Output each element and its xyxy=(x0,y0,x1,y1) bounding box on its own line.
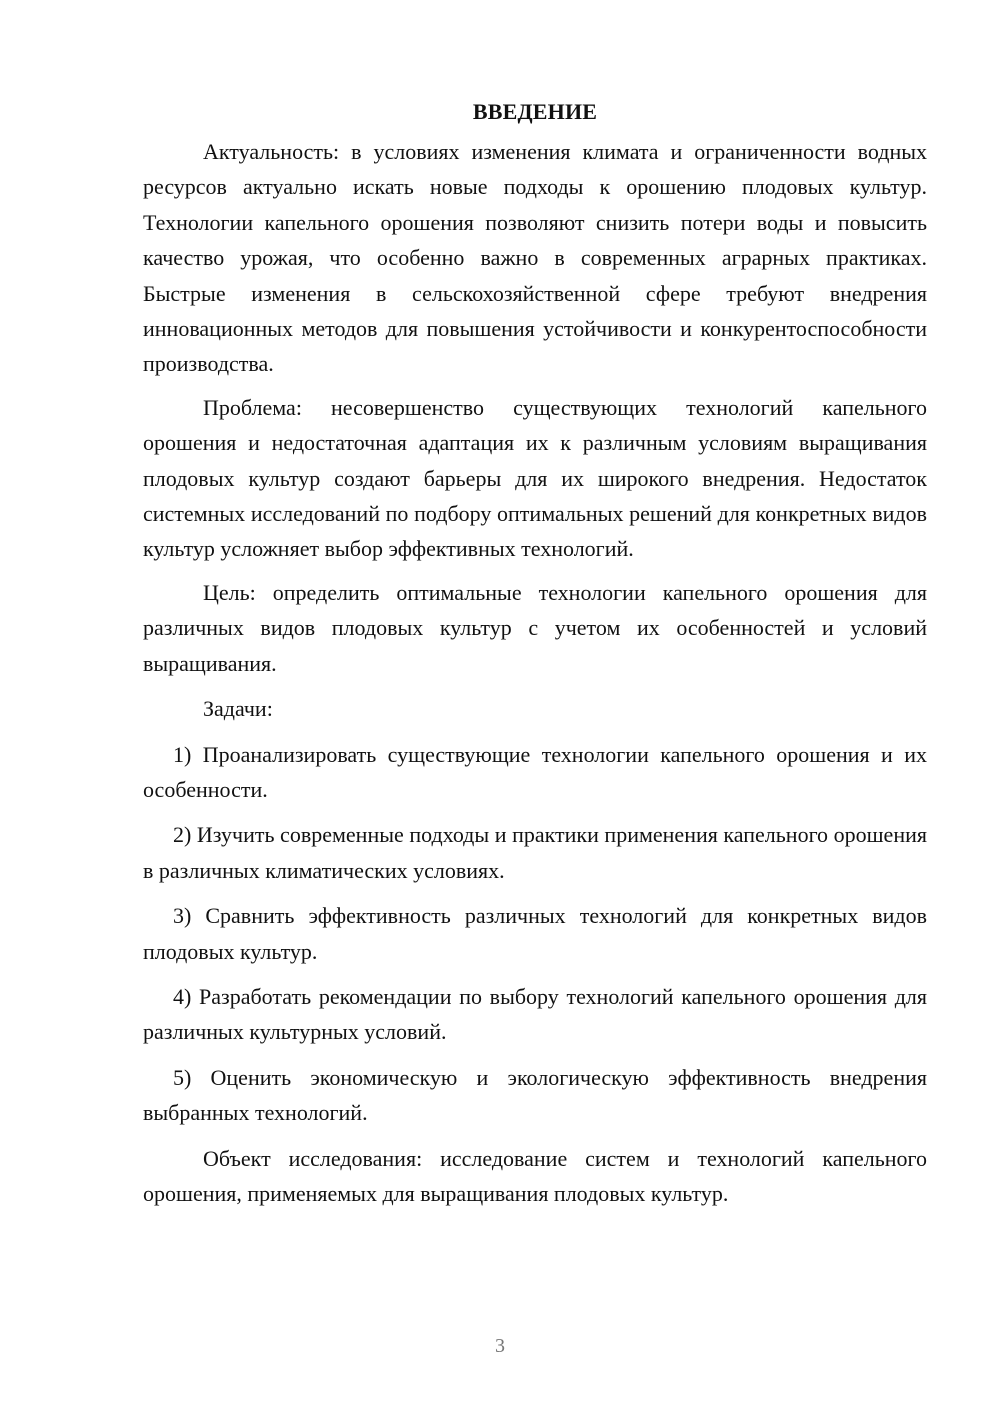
task-item-2: 2) Изучить современные подходы и практики применения капельного орошения в различных климатических условиях. xyxy=(143,822,927,883)
paragraph-relevance: Актуальность: в условиях изменения климата и ограниченности водных ресурсов актуально искать новые подходы к орошению плодовых культур. Технологии капельного орошения позволяют снизить потери воды и повысить качество урожая, что особенно важно в современных аграрных практиках. Быстрые изменения в сельскохозяйственной сфере требуют внедрения инновационных методов для повышения устойчивости и конкурентоспособности производства. xyxy=(143,139,927,377)
page-content xyxy=(143,96,927,1219)
task-item-1: 1) Проанализировать существующие технологии капельного орошения и их особенности. xyxy=(143,741,927,802)
paragraph-goal: Цель: определить оптимальные технологии капельного орошения для различных видов плодовых культур с учетом их особенностей и условий выращивания. xyxy=(143,579,927,676)
task-item-4: 4) Разработать рекомендации по выбору технологий капельного орошения для различных культурных условий. xyxy=(143,983,927,1045)
tasks-heading: Задачи: xyxy=(203,696,273,722)
task-item-3: 3) Сравнить эффективность различных технологий для конкретных видов плодовых культур. xyxy=(143,903,927,964)
task-item-5: 5) Оценить экономическую и экологическую эффективность внедрения выбранных технологий. xyxy=(143,1064,927,1126)
paragraph-problem: Проблема: несовершенство существующих технологий капельного орошения и недостаточная адаптация их к различным условиям выращивания плодовых культур создают барьеры для их широкого внедрения. Недостаток системных исследований по подбору оптимальных решений для конкретных видов культур усложняет выбор эффективных технологий. xyxy=(143,394,927,562)
paragraph-object: Объект исследования: исследование систем и технологий капельного орошения, применяемых для выращивания плодовых культур. xyxy=(143,1145,927,1206)
page-number: 3 xyxy=(495,1335,505,1357)
page-title: ВВЕДЕНИЕ xyxy=(472,99,598,124)
